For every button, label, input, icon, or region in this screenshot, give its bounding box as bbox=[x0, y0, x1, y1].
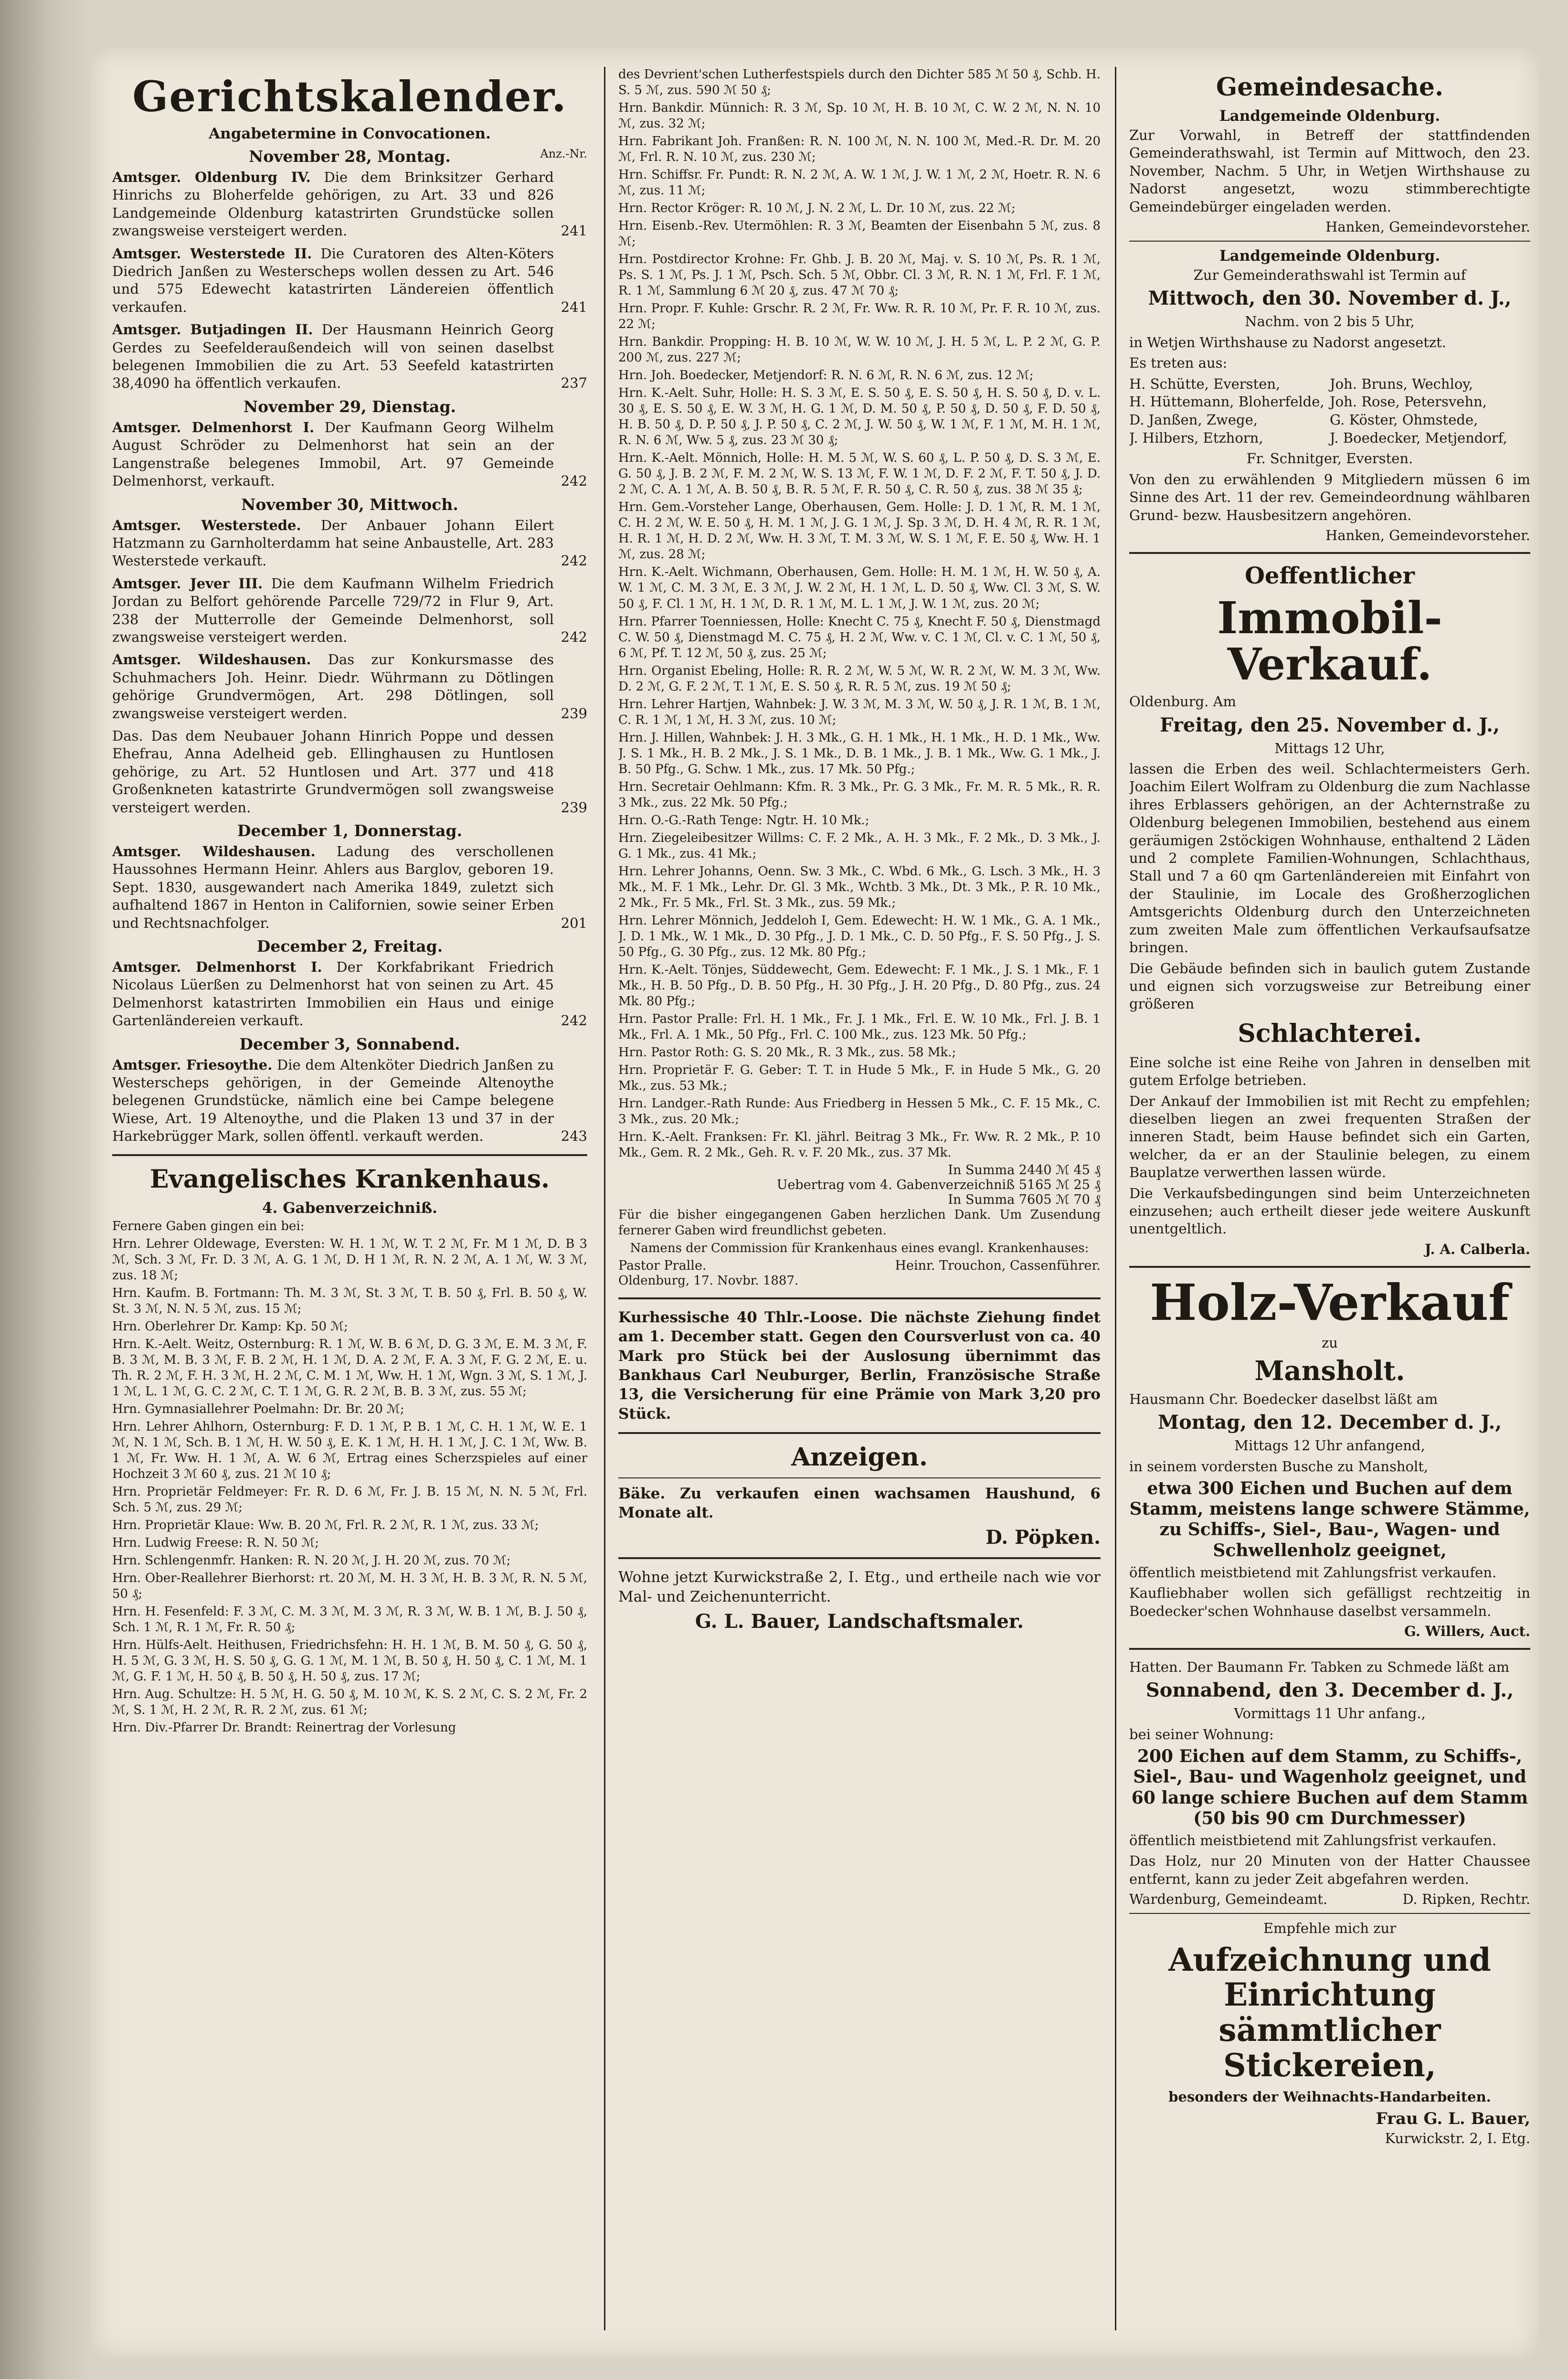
wood-sale-time: Mittags 12 Uhr anfangend, bbox=[1234, 1437, 1425, 1454]
entry-number: 242 bbox=[561, 473, 587, 489]
donation-line: Hrn. Lehrer Johanns, Oenn. Sw. 3 Mk., C. Wbd. 6 Mk., G. Lsch. 3 Mk., H. 3 Mk., M. F. 1 Mk., Lehr. Dr. Gl. 3 Mk., Wchtb. 3 Mk., Dt. 3 Mk., P. R. 10 Mk., 2 Mk., Fr. 5 Mk., Frl. St. 3 Mk., zus. 59 Mk.; bbox=[618, 864, 1101, 910]
hospital-subtitle: 4. Gabenverzeichniß. bbox=[262, 1199, 437, 1217]
donation-list-2 bbox=[618, 67, 1101, 1161]
embroidery-signature: Frau G. L. Bauer, bbox=[1376, 2109, 1530, 2128]
donation-line: Hrn. Postdirector Krohne: Fr. Ghb. J. B. 20 ℳ, Maj. v. S. 10 ℳ, Ps. R. 1 ℳ, Ps. S. 1 ℳ, Ps. J. 1 ℳ, Psch. Sch. 5 ℳ, Obbr. Cl. 3 ℳ, R. N. 1 ℳ, Frl. F. 1 ℳ, R. 1 ℳ, Sammlung 6 ℳ 20 ₰, zus. 47 ℳ 70 ₰; bbox=[618, 252, 1101, 298]
ads-title: Anzeigen. bbox=[791, 1442, 928, 1472]
section-rule bbox=[618, 1297, 1101, 1299]
court-date-text: November 29, Dienstag. bbox=[243, 397, 456, 416]
donation-line: Hrn. J. Hillen, Wahnbek: J. H. 3 Mk., G. H. 1 Mk., H. 1 Mk., H. D. 1 Mk., Ww. J. S. 1 Mk., H. B. 2 Mk., J. S. 1 Mk., D. B. 1 Mk., J. B. 1 Mk., Ww. G. 1 Mk., J. B. 50 Pfg., G. Schw. 1 Mk., zus. 17 Mk. 50 Pfg.; bbox=[618, 730, 1101, 776]
donation-line: Hrn. K.-Aelt. Weitz, Osternburg: R. 1 ℳ, W. B. 6 ℳ, D. G. 3 ℳ, E. M. 3 ℳ, F. B. 3 ℳ, M. B. 3 ℳ, F. B. 2 ℳ, H. 1 ℳ, D. A. 2 ℳ, F. A. 3 ℳ, F. G. 2 ℳ, E. u. Th. R. 2 ℳ, F. H. 3 ℳ, H. 2 ℳ, C. M. 1 ℳ, Ww. H. 1 ℳ, Wgn. 3 ℳ, S. 1 ℳ, J. 1 ℳ, L. 1 ℳ, G. C. 2 ℳ, C. T. 1 ℳ, G. R. 2 ℳ, B. B. 3 ℳ, zus. 55 ℳ; bbox=[112, 1337, 587, 1399]
section-rule bbox=[112, 1154, 587, 1156]
retiring-last: Fr. Schnitger, Eversten. bbox=[1246, 450, 1413, 467]
embroidery-title: Aufzeichnung und Einrichtung sämmtlicher Stickereien, bbox=[1168, 1941, 1491, 2084]
court-name: Amtsger. Friesoythe. bbox=[112, 1056, 273, 1073]
court-entry-text: Der Anbauer Johann Eilert Hatzmann zu Garnholterdamm hat seine Anbaustelle, Art. 283 Westerstede verkauft. bbox=[112, 517, 554, 569]
column-1 bbox=[112, 67, 587, 2340]
court-name: Amtsger. Delmenhorst I. bbox=[112, 419, 315, 435]
wood-sale-title: Holz-Verkauf bbox=[1150, 1273, 1510, 1332]
court-entry-text: Der Kaufmann Georg Wilhelm August Schröder zu Delmenhorst hat sein an der Langenstraße belegenes Immobil, Art. 97 Gemeinde Delmenhorst, verkauft. bbox=[112, 419, 554, 489]
section-rule bbox=[1129, 1648, 1530, 1650]
anz-label: Anz.-Nr. bbox=[540, 147, 587, 160]
entry-number: 201 bbox=[561, 914, 587, 931]
wood-sale-text-2: öffentlich meistbietend mit Zahlungsfrist verkaufen. bbox=[1129, 1564, 1497, 1581]
donation-line: Hrn. Bankdir. Propping: H. B. 10 ℳ, W. W. 10 ℳ, J. H. 5 ℳ, L. P. 2 ℳ, G. P. 200 ℳ, zus. 227 ℳ; bbox=[618, 335, 1101, 365]
butcher-text: Eine solche ist eine Reihe von Jahren in denselben mit gutem Erfolge betrieben. bbox=[1129, 1054, 1530, 1089]
court-entry bbox=[112, 843, 587, 932]
court-name: Amtsger. Wildeshausen. bbox=[112, 651, 311, 668]
donation-line: Hrn. Proprietär Klaue: Ww. B. 20 ℳ, Frl. R. 2 ℳ, R. 1 ℳ, zus. 33 ℳ; bbox=[112, 1518, 539, 1532]
thanks-text: Für die bisher eingegangenen Gaben herzlichen Dank. Um Zusendung fernerer Gaben wird freundlichst gebeten. bbox=[618, 1208, 1101, 1238]
wood-sale-bold: etwa 300 Eichen und Buchen auf dem Stamm, meistens lange schwere Stämme, zu Schiffs-, Siel-, Bau-, Wagen- und Schwellenholz geeignet, bbox=[1129, 1478, 1530, 1561]
court-date-heading bbox=[112, 495, 587, 514]
court-entry-text: Die Curatoren des Alten-Köters Diedrich Janßen zu Westerscheps wollen dessen zu Art. 546 und 575 Edewecht katastrirten Ländereien öffentlich verkaufen. bbox=[112, 245, 554, 315]
member-name: G. Köster, Ohmstede, bbox=[1330, 412, 1478, 428]
wood-sale-place: Mansholt. bbox=[1254, 1355, 1405, 1387]
property-text-2: Die Gebäude befinden sich in baulich gutem Zustande und eignen sich vorzugsweise zur Betreibung einer größeren bbox=[1129, 960, 1530, 1012]
hatten-signature-right: D. Ripken, Rechtr. bbox=[1402, 1891, 1530, 1908]
donation-line: Hrn. Propr. F. Kuhle: Grschr. R. 2 ℳ, Fr. Ww. R. R. 10 ℳ, Pr. F. R. 10 ℳ, zus. 22 ℳ; bbox=[618, 301, 1101, 332]
column-2 bbox=[618, 67, 1101, 2340]
hospital-title: Evangelisches Krankenhaus. bbox=[149, 1164, 550, 1194]
property-title: Immobil-Verkauf. bbox=[1217, 592, 1442, 690]
member-name: D. Janßen, Zwege, bbox=[1129, 412, 1258, 428]
donation-line: Hrn. Lehrer Hartjen, Wahnbek: J. W. 3 ℳ, M. 3 ℳ, W. 50 ₰, J. R. 1 ℳ, B. 1 ℳ, C. R. 1 ℳ, 1 ℳ, H. 3 ℳ, zus. 10 ℳ; bbox=[618, 697, 1101, 727]
community-title: Gemeindesache. bbox=[1216, 73, 1444, 102]
donation-line: Hrn. Ziegeleibesitzer Willms: C. F. 2 Mk., A. H. 3 Mk., F. 2 Mk., D. 3 Mk., J. G. 1 Mk., zus. 41 Mk.; bbox=[618, 830, 1101, 861]
sum-line-3: In Summa 7605 ℳ 70 ₰ bbox=[948, 1192, 1101, 1208]
community-text: Zur Vorwahl, in Betreff der stattfindenden Gemeinderathswahl, ist Termin auf Mittwoch, den 23. November, Nachm. 5 Uhr, in Wetjen Wirthshause zu Nadorst angesetzt, wozu stimmberechtigte Gemeindebürger eingeladen werden. bbox=[1129, 127, 1530, 215]
signature-left: Pastor Pralle. bbox=[618, 1258, 707, 1274]
court-entry bbox=[112, 169, 587, 240]
property-text: lassen die Erben des weil. Schlachtermeisters Gerh. Joachim Eilert Wolfram zu Oldenburg die zum Nachlasse ihres Erblassers gehörigen, an der Achternstraße zu Oldenburg belegenen Immobilien, bestehend aus einem geräumigen 2stöckigen Wohnhause, enthaltend 2 Läden und 2 complete Familien-Wohnungen, Schlachthaus, Stall und 7 a 60 qm Gartenländereien mit Einfahrt von der Staulinie, im Locale des Großherzoglichen Amtsgerichts Oldenburg durch den Unterzeichneten zum zweiten Male zum öffentlichen Verkaufsaufsatze bringen. bbox=[1129, 761, 1530, 956]
embroidery-sub: besonders der Weihnachts-Handarbeiten. bbox=[1168, 2089, 1491, 2105]
donation-line: Hrn. Pfarrer Toenniessen, Holle: Knecht C. 75 ₰, Knecht F. 50 ₰, Dienstmagd C. W. 50 ₰, Dienstmagd M. C. 75 ₰, H. 2 ℳ, Ww. v. C. 1 ℳ, Cl. v. C. 1 ℳ, 50 ₰, 6 ℳ, Pf. T. 12 ℳ, 50 ₰, zus. 25 ℳ; bbox=[618, 614, 1101, 660]
hatten-text-3: öffentlich meistbietend mit Zahlungsfrist verkaufen. bbox=[1129, 1832, 1497, 1848]
court-name: Amtsger. Delmenhorst I. bbox=[112, 959, 322, 976]
entry-number: 239 bbox=[561, 799, 587, 816]
court-entry-text: Die dem Brinksitzer Gerhard Hinrichs zu Bloherfelde gehörigen, zu Art. 33 und 826 Landgemeinde Oldenburg katastrirten Grundstücke sollen zwangsweise versteigert werden. bbox=[112, 169, 554, 239]
donation-line: des Devrient'schen Lutherfestspiels durch den Dichter 585 ℳ 50 ₰, Schb. H. S. 5 ℳ, zus. 590 ℳ 50 ₰; bbox=[618, 67, 1101, 98]
donation-line: Hrn. O.-G.-Rath Tenge: Ngtr. H. 10 Mk.; bbox=[618, 813, 869, 828]
property-date: Freitag, den 25. November d. J., bbox=[1160, 713, 1500, 736]
hatten-bold: 200 Eichen auf dem Stamm, zu Schiffs-, Siel-, Bau- und Wagenholz geeignet, und 60 lange schiere Buchen auf dem Stamm (50 bis 90 cm Durchmesser) bbox=[1131, 1746, 1528, 1828]
election-time: Nachm. von 2 bis 5 Uhr, bbox=[1245, 313, 1415, 330]
election-place: in Wetjen Wirthshause zu Nadorst angesetzt. bbox=[1129, 334, 1447, 350]
community-subtitle: Landgemeinde Oldenburg. bbox=[1219, 107, 1441, 125]
wood-sale-text-3: Kaufliebhaber wollen sich gefälligst rechtzeitig in Boedecker'schen Wohnhause daselbst versammeln. bbox=[1129, 1585, 1530, 1619]
court-entry bbox=[112, 245, 587, 317]
donation-line: Hrn. Div.-Pfarrer Dr. Brandt: Reinertrag der Vorlesung bbox=[112, 1721, 456, 1735]
donation-line: Hrn. Lehrer Mönnich, Jeddeloh I, Gem. Edewecht: H. W. 1 Mk., G. A. 1 Mk., J. D. 1 Mk., W. 1 Mk., D. 30 Pfg., J. D. 1 Mk., C. D. 50 Pfg., F. S. 50 Pfg., J. S. 50 Pfg., G. 30 Pfg., zus. 12 Mk. 80 Pfg.; bbox=[618, 913, 1101, 959]
butcher-title: Schlachterei. bbox=[1238, 1019, 1422, 1048]
donation-line: Hrn. Bankdir. Münnich: R. 3 ℳ, Sp. 10 ℳ, H. B. 10 ℳ, C. W. 2 ℳ, N. N. 10 ℳ, zus. 32 ℳ; bbox=[618, 101, 1101, 131]
member-name: J. Boedecker, Metjendorf, bbox=[1330, 429, 1507, 446]
section-rule bbox=[1129, 1913, 1530, 1914]
court-date-heading bbox=[112, 147, 587, 166]
donation-line: Hrn. Ludwig Freese: R. N. 50 ℳ; bbox=[112, 1535, 319, 1550]
court-date-text: December 1, Donnerstag. bbox=[237, 821, 463, 840]
section-rule bbox=[1129, 552, 1530, 554]
court-calendar-title: Gerichtskalender. bbox=[132, 72, 567, 121]
court-entry bbox=[112, 651, 587, 722]
donation-line: Hrn. Hülfs-Aelt. Heithusen, Friedrichsfehn: H. H. 1 ℳ, B. M. 50 ₰, G. 50 ₰, H. 5 ℳ, G. 3 ℳ, H. S. 50 ₰, G. G. 1 ℳ, M. 1 ℳ, B. 50 ₰, H. 50 ₰, C. 1 ℳ, M. 1 ℳ, G. F. 1 ℳ, H. 50 ₰, B. 50 ₰, H. 50 ₰, zus. 17 ℳ; bbox=[112, 1638, 587, 1684]
court-name: Amtsger. Jever III. bbox=[112, 575, 263, 592]
property-time: Mittags 12 Uhr, bbox=[1274, 740, 1385, 756]
donation-line: Hrn. Proprietär F. G. Geber: T. T. in Hude 5 Mk., F. in Hude 5 Mk., G. 20 Mk., zus. 53 Mk.; bbox=[618, 1062, 1101, 1093]
donation-line: Hrn. H. Fesenfeld: F. 3 ℳ, C. M. 3 ℳ, M. 3 ℳ, R. 3 ℳ, W. B. 1 ℳ, B. J. 50 ₰, Sch. 1 ℳ, R. 1 ℳ, Fr. R. 50 ₰; bbox=[112, 1604, 587, 1635]
committee-text: Namens der Commission für Krankenhaus eines evangl. Krankenhauses: bbox=[630, 1241, 1089, 1256]
donation-line: Hrn. Landger.-Rath Runde: Aus Friedberg in Hessen 5 Mk., C. F. 15 Mk., C. 3 Mk., zus. 20 Mk.; bbox=[618, 1096, 1101, 1126]
court-entry bbox=[112, 419, 587, 490]
donation-list-1 bbox=[112, 1219, 587, 1736]
butcher-text-3: Die Verkaufsbedingungen sind beim Unterzeichneten einzusehen; auch ertheilt dieser jede weitere Auskunft unentgeltlich. bbox=[1129, 1185, 1530, 1237]
donation-line: Hrn. Schiffsr. Fr. Pundt: R. N. 2 ℳ, A. W. 1 ℳ, J. W. 1 ℳ, 2 ℳ, Hoetr. R. N. 6 ℳ, zus. 11 ℳ; bbox=[618, 168, 1101, 198]
donation-line: Hrn. Pastor Roth: G. S. 20 Mk., R. 3 Mk., zus. 58 Mk.; bbox=[618, 1045, 956, 1060]
court-date-text: November 28, Montag. bbox=[249, 147, 451, 166]
election-text: Von den zu erwählenden 9 Mitgliedern müssen 6 im Sinne des Art. 11 der rev. Gemeindeordnung wählbaren Grund- bezw. Hausbesitzern angehören. bbox=[1129, 471, 1530, 523]
court-date-heading bbox=[112, 821, 587, 840]
hatten-text: Hatten. Der Baumann Fr. Tabken zu Schmede läßt am bbox=[1129, 1658, 1510, 1675]
move-notice-signature: G. L. Bauer, Landschaftsmaler. bbox=[695, 1610, 1024, 1633]
court-date-heading bbox=[112, 1035, 587, 1053]
court-date-text: December 3, Sonnabend. bbox=[239, 1034, 460, 1053]
election-signature: Hanken, Gemeindevorsteher. bbox=[1325, 527, 1530, 544]
court-name: Amtsger. Butjadingen II. bbox=[112, 321, 313, 338]
community-signature: Hanken, Gemeindevorsteher. bbox=[1325, 219, 1530, 235]
court-entry bbox=[112, 575, 587, 647]
wood-sale-zu: zu bbox=[1322, 1334, 1338, 1351]
donation-line: Fernere Gaben gingen ein bei: bbox=[112, 1219, 305, 1233]
column-divider-1 bbox=[604, 67, 605, 2330]
donation-line: Hrn. Organist Ebeling, Holle: R. R. 2 ℳ, W. 5 ℳ, W. R. 2 ℳ, W. M. 3 ℳ, Ww. D. 2 ℳ, G. F. 2 ℳ, T. 1 ℳ, E. S. 50 ₰, R. R. 5 ℳ, zus. 19 ℳ 50 ₰; bbox=[618, 663, 1101, 694]
column-divider-2 bbox=[1115, 67, 1116, 2330]
donation-line: Hrn. Gymnasiallehrer Poelmahn: Dr. Br. 20 ℳ; bbox=[112, 1402, 404, 1416]
donation-line: Hrn. Oberlehrer Dr. Kamp: Kp. 50 ℳ; bbox=[112, 1319, 348, 1334]
move-notice: Wohne jetzt Kurwickstraße 2, I. Etg., und ertheile nach wie vor Mal- und Zeichenunterricht. bbox=[618, 1569, 1101, 1605]
property-place: Oldenburg. Am bbox=[1129, 693, 1236, 710]
court-entry-text: Der Korkfabrikant Friedrich Nicolaus Lüerßen zu Delmenhorst hat von seinen zu Art. 45 Delmenhorst katastrirten Immobilien ein Haus und einige Gartenländereien verkauft. bbox=[112, 959, 554, 1029]
retiring-members bbox=[1129, 375, 1530, 447]
donation-line: Hrn. K.-Aelt. Tönjes, Süddewecht, Gem. Edewecht: F. 1 Mk., J. S. 1 Mk., F. 1 Mk., H. B. 50 Pfg., D. B. 50 Pfg., H. 30 Pfg., J. H. 20 Pfg., D. 80 Pfg., zus. 24 Mk. 80 Pfg.; bbox=[618, 962, 1101, 1009]
wood-sale-intro: Hausmann Chr. Boedecker daselbst läßt am bbox=[1129, 1391, 1438, 1407]
embroidery-pre: Empfehle mich zur bbox=[1263, 1920, 1397, 1937]
entry-number: 239 bbox=[561, 705, 587, 722]
sum-line-2: Uebertrag vom 4. Gabenverzeichniß 5165 ℳ 25 ₰ bbox=[776, 1178, 1101, 1193]
court-name: Amtsger. Westerstede. bbox=[112, 517, 301, 533]
entry-number: 243 bbox=[561, 1128, 587, 1145]
date-line: Oldenburg, 17. Novbr. 1887. bbox=[618, 1274, 799, 1288]
section-rule bbox=[1129, 1266, 1530, 1268]
court-entry-text: Ladung des verschollenen Haussohnes Hermann Heinr. Ahlers aus Barglov, geboren 19. Sept. 1830, ausgewandert nach Amerika 1849, zuletzt sich aufhaltend 1867 in Henton in Californien, sowie seiner Erben und Rechtsnachfolger. bbox=[112, 843, 554, 931]
donation-line: Hrn. Secretair Oehlmann: Kfm. R. 3 Mk., Pr. G. 3 Mk., Fr. M. R. 5 Mk., R. R. 3 Mk., zus. 22 Mk. 50 Pfg.; bbox=[618, 779, 1101, 810]
court-date-heading bbox=[112, 937, 587, 956]
entry-number: 241 bbox=[561, 223, 587, 239]
wood-sale-signature: G. Willers, Auct. bbox=[1404, 1623, 1530, 1639]
court-entry-text: Die dem Altenköter Diedrich Janßen zu Westerscheps gehörigen, in der Gemeinde Altenoythe belegenen Grundstücke, nämlich eine bei Campe belegene Wiese, Art. 19 Altenoythe, und die Plaken 13 und 37 in der Harkebrügger Mark, sollen öffentl. verkauft werden. bbox=[112, 1056, 554, 1145]
wood-sale-text: in seinem vordersten Busche zu Mansholt, bbox=[1129, 1458, 1429, 1475]
entry-number: 242 bbox=[561, 1012, 587, 1029]
court-entry bbox=[112, 321, 587, 393]
column-3 bbox=[1129, 67, 1530, 2340]
dog-ad-signature: D. Pöpken. bbox=[985, 1526, 1101, 1549]
member-name: Joh. Bruns, Wechloy, bbox=[1330, 375, 1473, 392]
section-rule bbox=[618, 1557, 1101, 1559]
donation-line: Hrn. Aug. Schultze: H. 5 ℳ, H. G. 50 ₰, M. 10 ℳ, K. S. 2 ℳ, C. S. 2 ℳ, Fr. 2 ℳ, S. 1 ℳ, H. 2 ℳ, R. R. 2 ℳ, zus. 61 ℳ; bbox=[112, 1687, 587, 1718]
court-name: Amtsger. Oldenburg IV. bbox=[112, 169, 311, 185]
section-rule bbox=[1129, 241, 1530, 242]
donation-line: Hrn. Lehrer Ahlhorn, Osternburg: F. D. 1 ℳ, P. B. 1 ℳ, C. H. 1 ℳ, W. E. 1 ℳ, N. 1 ℳ, Sch. B. 1 ℳ, H. W. 50 ₰, E. K. 1 ℳ, H. H. 1 ℳ, J. C. 1 ℳ, Ww. B. 1 ℳ, Fr. Ww. H. 1 ℳ, A. W. 6 ℳ, Ertrag eines Scherzspieles auf einer Hochzeit 3 ℳ 60 ₰, zus. 21 ℳ 10 ₰; bbox=[112, 1419, 587, 1481]
hatten-time: Vormittags 11 Uhr anfang., bbox=[1234, 1705, 1426, 1722]
entry-number: 242 bbox=[561, 552, 587, 569]
member-name: H. Hüttemann, Bloherfelde, bbox=[1129, 393, 1324, 410]
donation-line: Hrn. Kaufm. B. Fortmann: Th. M. 3 ℳ, St. 3 ℳ, T. B. 50 ₰, Frl. B. 50 ₰, W. St. 3 ℳ, N. N. 5 ℳ, zus. 15 ℳ; bbox=[112, 1285, 587, 1316]
court-entry bbox=[112, 1056, 587, 1146]
election-date: Mittwoch, den 30. November d. J., bbox=[1148, 287, 1512, 310]
lottery-ad: Kurhessische 40 Thlr.-Loose. Die nächste Ziehung findet am 1. December statt. Gegen den Coursverlust von ca. 40 Mark pro Stück bei der Auslosung übernimmt das Bankhaus Carl Neuburger, Berlin, Französische Straße 13, die Versicherung für eine Prämie von Mark 3,20 pro Stück. bbox=[618, 1309, 1101, 1423]
newspaper-page bbox=[91, 48, 1540, 2359]
court-date-text: December 2, Freitag. bbox=[256, 937, 443, 956]
court-date-text: November 30, Mittwoch. bbox=[241, 495, 458, 514]
donation-line: Hrn. Gem.-Vorsteher Lange, Oberhausen, Gem. Holle: J. D. 1 ℳ, R. M. 1 ℳ, C. H. 2 ℳ, W. E. 50 ₰, H. M. 1 ℳ, J. G. 1 ℳ, J. Sp. 3 ℳ, D. H. 4 ℳ, R. R. 1 ℳ, H. R. 1 ℳ, H. D. 2 ℳ, Ww. H. 3 ℳ, T. M. 3 ℳ, W. S. 1 ℳ, F. E. 50 ₰, Ww. H. 1 ℳ, zus. 28 ℳ; bbox=[618, 500, 1101, 562]
donation-line: Hrn. Fabrikant Joh. Franßen: R. N. 100 ℳ, N. N. 100 ℳ, Med.-R. Dr. M. 20 ℳ, Frl. R. N. 10 ℳ, zus. 230 ℳ; bbox=[618, 134, 1101, 165]
hatten-text-4: Das Holz, nur 20 Minuten von der Hatter Chaussee entfernt, kann zu jeder Zeit abgefahren werden. bbox=[1129, 1853, 1530, 1887]
court-days bbox=[112, 147, 587, 1146]
signature-row bbox=[618, 1258, 1101, 1273]
court-entry-text: Der Hausmann Heinrich Georg Gerdes zu Seefelderaußendeich will von seinen daselbst belegenen Immobilien die zu Art. 53 Seefeld katastrirten 38,4090 ha öffentlich verkaufen. bbox=[112, 321, 554, 392]
hatten-text-2: bei seiner Wohnung: bbox=[1129, 1726, 1274, 1742]
section-rule bbox=[618, 1432, 1101, 1434]
signature-right: Heinr. Trouchon, Cassenführer. bbox=[895, 1258, 1101, 1274]
member-name: J. Hilbers, Etzhorn, bbox=[1129, 429, 1263, 446]
hatten-signature-left: Wardenburg, Gemeindeamt. bbox=[1129, 1891, 1328, 1908]
dog-ad: Bäke. Zu verkaufen einen wachsamen Haushund, 6 Monate alt. bbox=[618, 1485, 1101, 1522]
donation-line: Hrn. K.-Aelt. Suhr, Holle: H. S. 3 ℳ, E. S. 50 ₰, E. S. 50 ₰, H. S. 50 ₰, D. v. L. 30 ₰, E. S. 50 ₰, E. W. 3 ℳ, H. G. 1 ℳ, D. M. 50 ₰, P. 50 ₰, D. 50 ₰, F. D. 50 ₰, H. B. 50 ₰, D. P. 50 ₰, J. P. 50 ₰, C. 2 ℳ, J. W. 50 ₰, W. 1 ℳ, F. 1 ℳ, M. H. 1 ℳ, R. N. 6 ℳ, Ww. 5 ₰, zus. 23 ℳ 30 ₰; bbox=[618, 386, 1101, 448]
butcher-text-2: Der Ankauf der Immobilien ist mit Recht zu empfehlen; dieselben liegen an zwei frequenten Straßen der inneren Stadt, beim Hause befindet sich ein Garten, welcher, da er an der Staulinie belegen, zu einem Bauplatze verwerthen lassen würde. bbox=[1129, 1093, 1530, 1181]
sum-line-1: In Summa 2440 ℳ 45 ₰ bbox=[948, 1163, 1101, 1178]
member-name: H. Schütte, Eversten, bbox=[1129, 375, 1281, 392]
wood-sale-date: Montag, den 12. December d. J., bbox=[1157, 1411, 1502, 1434]
court-name: Amtsger. Westerstede II. bbox=[112, 245, 312, 262]
election-subtitle: Landgemeinde Oldenburg. bbox=[1219, 247, 1441, 265]
donation-line: Hrn. K.-Aelt. Mönnich, Holle: H. M. 5 ℳ, W. S. 60 ₰, L. P. 50 ₰, D. S. 3 ℳ, E. G. 50 ₰, J. B. 2 ℳ, F. M. 2 ℳ, W. S. 13 ℳ, F. W. 1 ℳ, D. F. 2 ℳ, F. T. 50 ₰, J. D. 2 ℳ, C. A. 1 ℳ, A. B. 50 ₰, B. R. 5 ℳ, F. R. 50 ₰, C. R. 50 ₰, zus. 38 ℳ 35 ₰; bbox=[618, 451, 1101, 497]
entry-number: 241 bbox=[561, 298, 587, 315]
entry-number: 242 bbox=[561, 628, 587, 645]
donation-line: Hrn. Ober-Reallehrer Bierhorst: rt. 20 ℳ, M. H. 3 ℳ, H. B. 3 ℳ, R. N. 5 ℳ, 50 ₰; bbox=[112, 1571, 587, 1602]
court-calendar-subtitle: Angabetermine in Convocationen. bbox=[209, 125, 491, 142]
court-entry bbox=[112, 958, 587, 1030]
court-entry-text: Das zur Konkursmasse des Schuhmachers Joh. Heinr. Diedr. Wührmann zu Dötlingen gehörige Grundvermögen, Art. 298 Dötlingen, soll zwangsweise versteigert werden. bbox=[112, 651, 554, 722]
entry-number: 237 bbox=[561, 375, 587, 392]
donation-line: Hrn. Pastor Pralle: Frl. H. 1 Mk., Fr. J. 1 Mk., Frl. E. W. 10 Mk., Frl. J. B. 1 Mk., Frl. A. 1 Mk., 50 Pfg., Frl. C. 100 Mk., zus. 123 Mk. 50 Pfg.; bbox=[618, 1011, 1101, 1042]
butcher-signature: J. A. Calberla. bbox=[1424, 1241, 1530, 1257]
donation-line: Hrn. K.-Aelt. Wichmann, Oberhausen, Gem. Holle: H. M. 1 ℳ, H. W. 50 ₰, A. W. 1 ℳ, C. M. 3 ℳ, E. 3 ℳ, J. W. 2 ℳ, H. 1 ℳ, L. D. 50 ₰, Ww. Cl. 3 ℳ, S. W. 50 ₰, F. Cl. 1 ℳ, H. 1 ℳ, D. R. 1 ℳ, M. L. 1 ℳ, J. W. 1 ℳ, zus. 20 ℳ; bbox=[618, 565, 1101, 611]
donation-line: Hrn. Proprietär Feldmeyer: Fr. R. D. 6 ℳ, Fr. J. B. 15 ℳ, N. N. 5 ℳ, Frl. Sch. 5 ℳ, zus. 29 ℳ; bbox=[112, 1484, 587, 1515]
donation-line: Hrn. Rector Kröger: R. 10 ℳ, J. N. 2 ℳ, L. Dr. 10 ℳ, zus. 22 ℳ; bbox=[618, 201, 1016, 216]
hatten-signature-row bbox=[1129, 1891, 1530, 1907]
court-entry-text: Die dem Kaufmann Wilhelm Friedrich Jordan zu Belfort gehörende Parcelle 729/72 in Flur 9, Art. 238 der Mutterrolle der Gemeinde Delmenhorst, soll zwangsweise versteigert werden. bbox=[112, 575, 554, 645]
member-name: Joh. Rose, Petersvehn, bbox=[1330, 393, 1487, 410]
court-name: Amtsger. Wildeshausen. bbox=[112, 843, 316, 860]
donation-line: Hrn. Eisenb.-Rev. Utermöhlen: R. 3 ℳ, Beamten der Eisenbahn 5 ℳ, zus. 8 ℳ; bbox=[618, 219, 1101, 249]
court-entry-text: Das. Das dem Neubauer Johann Hinrich Poppe und dessen Ehefrau, Anna Adelheid geb. Ellinghausen zu Huntlosen gehörige, zu Art. 52 Huntlosen und Art. 377 und 418 Großenkneten katastrirte Grundvermögen soll zwangsweise versteigert werden. bbox=[112, 727, 554, 816]
donation-line: Hrn. Schlengenmfr. Hanken: R. N. 20 ℳ, J. H. 20 ℳ, zus. 70 ℳ; bbox=[112, 1553, 511, 1568]
binding-gutter bbox=[0, 0, 91, 2379]
court-entry bbox=[112, 727, 587, 817]
embroidery-address: Kurwickstr. 2, I. Etg. bbox=[1385, 2130, 1530, 2146]
court-entry bbox=[112, 517, 587, 570]
donation-line: Hrn. K.-Aelt. Franksen: Fr. Kl. jährl. Beitrag 3 Mk., Fr. Ww. R. 2 Mk., P. 10 Mk., Gem. R. 2 Mk., Geh. R. v. F. 20 Mk., zus. 37 Mk. bbox=[618, 1130, 1101, 1160]
hatten-date: Sonnabend, den 3. December d. J., bbox=[1145, 1679, 1514, 1702]
election-out: Es treten aus: bbox=[1129, 355, 1228, 372]
property-pre: Oeffentlicher bbox=[1245, 563, 1415, 590]
donation-line: Hrn. Lehrer Oldewage, Eversten: W. H. 1 ℳ, W. T. 2 ℳ, Fr. M 1 ℳ, D. B 3 ℳ, Sch. 3 ℳ, Fr. D. 3 ℳ, A. G. 1 ℳ, D. H 1 ℳ, R. N. 2 ℳ, A. 1 ℳ, W. 3 ℳ, zus. 18 ℳ; bbox=[112, 1236, 587, 1283]
section-rule bbox=[618, 1477, 1101, 1478]
court-date-heading bbox=[112, 397, 587, 416]
election-pre: Zur Gemeinderathswahl ist Termin auf bbox=[1193, 267, 1466, 284]
donation-line: Hrn. Joh. Boedecker, Metjendorf: R. N. 6 ℳ, R. N. 6 ℳ, zus. 12 ℳ; bbox=[618, 368, 1034, 383]
